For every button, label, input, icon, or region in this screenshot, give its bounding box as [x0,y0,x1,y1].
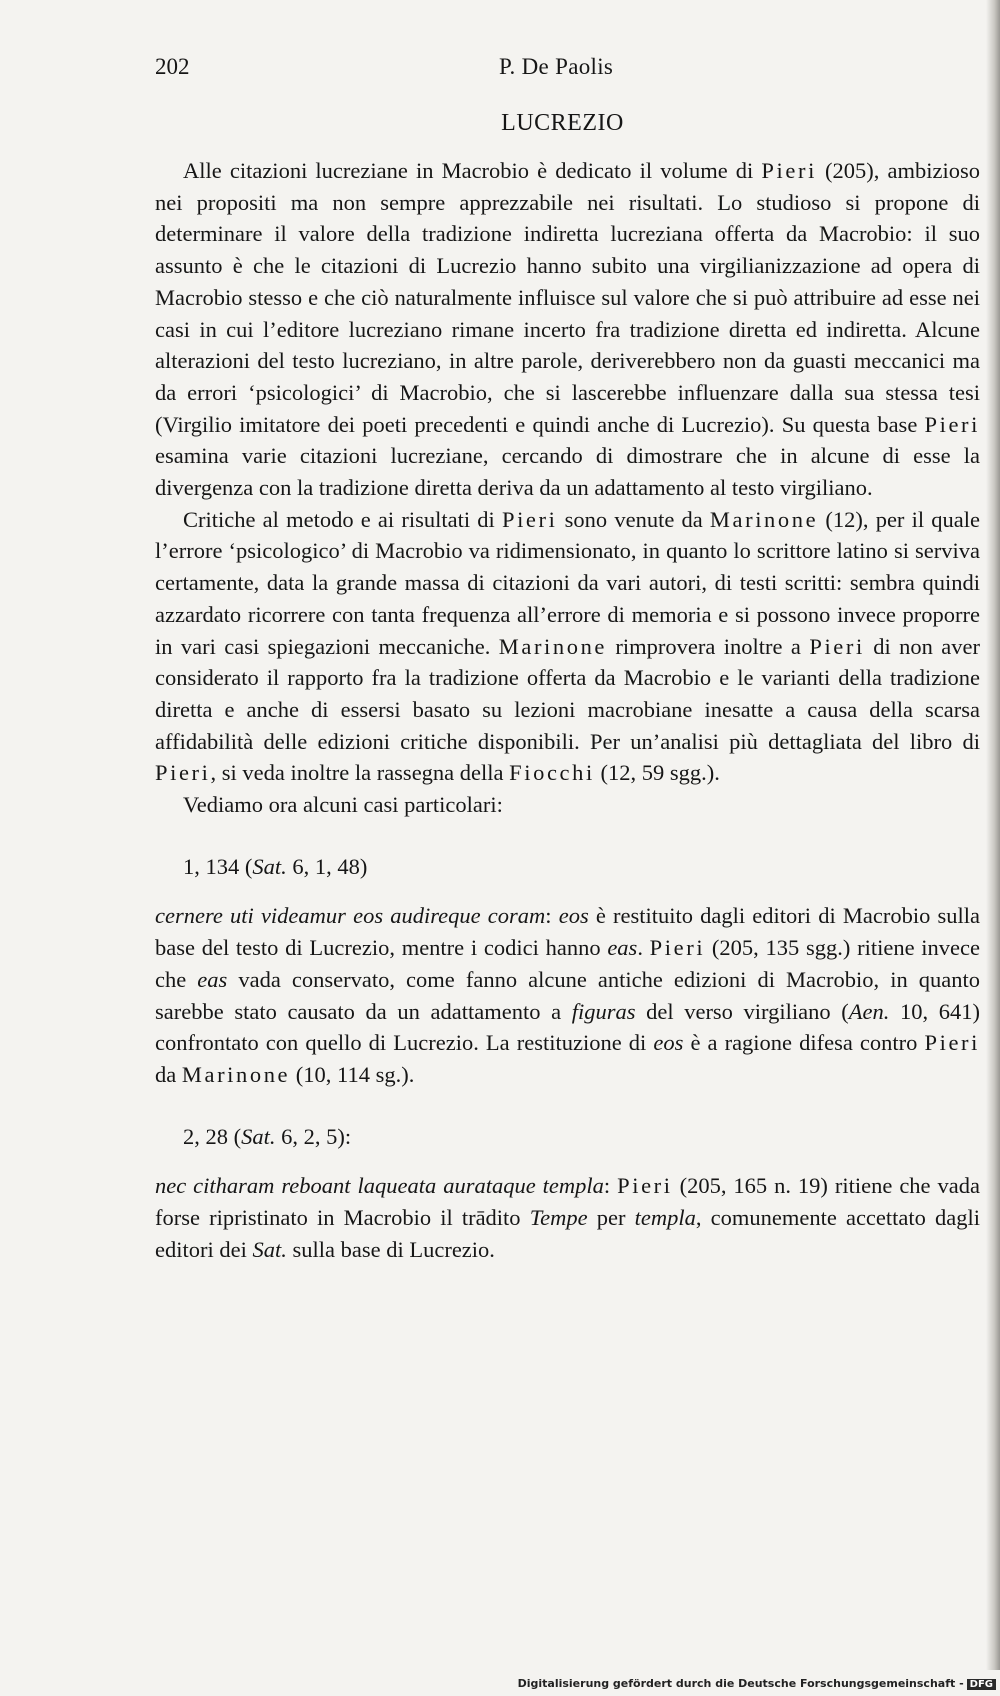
author-name-pieri: Pieri [809,633,865,659]
text-span: di non aver considerato il rapporto fra la tradizione offerta da Macrobio e le varianti della tradizione diretta e anche di essersi basato su lezioni macrobiane inesatte a causa della scarsa affidabilità delle edizioni critiche disponibili. Per un’analisi più dettagliata del libro di [155,633,981,754]
text-span: ( [672,1173,688,1199]
footer-text: Digitalisierung gefördert durch die Deutsche Forschungsgemeinschaft - [517,1677,964,1690]
latin-word: figuras [571,998,636,1024]
latin-word: templa [634,1205,696,1231]
reference-number: 205 [687,1173,721,1199]
reference-number: 10 [303,1061,326,1087]
text-span: ), ambizioso nei propositi ma non sempre apprezzabile nei risultati. Lo studioso si propone di determinare il valore della tradizione indiretta lucreziana offerta da Macrobio: il suo assunto è che le citazioni di Lucrezio hanno subito una virgilianizzazione ad opera di Macrobio stesso e che ciò naturalmente influisce sul valore che si può attribuire ad esse nei casi in cui l’editore lucreziano rimane incerto fra tradizione diretta ed indiretta. Alcune alterazioni del testo lucreziano, in altre parole, deriverebbero non da guasti meccanici ma da errori ‘psicologici’ di Macrobio, che si lascerebbe influenzare dalla sua stessa tesi (Virgilio imitatore dei poeti precedenti e quindi anche di Lucrezio). Su questa base [155,158,980,437]
text-span: , 135 sgg.) ritiene invece che [155,935,981,992]
work-abbrev-sat: Sat. [241,1123,276,1149]
citation-heading-1 [155,851,980,883]
author-name-marinone: Marinone [498,633,608,659]
text-span: : [545,903,559,929]
reference-number: 205 [719,935,754,961]
paragraph-critique [155,504,980,789]
latin-quote: nec citharam reboant laqueata aurataque templa [155,1173,604,1199]
text-span: , 114 sg.). [325,1061,415,1087]
text-span: vada conservato, come fanno alcune antiche edizioni di Macrobio, in quanto sarebbe stato causato da un adattamento a [155,966,980,1024]
text-span: , si veda inoltre la rassegna della [210,760,510,786]
text-span: , 165 n. 19) ritiene che vada forse ripristinato in Macrobio il trādito [155,1173,980,1231]
text-span: è a ragione difesa contro [683,1030,925,1056]
paragraph-case-2 [155,1170,980,1265]
text-span: è restituito dagli editori di Macrobio sulla base del testo di Lucrezio, mentre i codici hanno [155,903,980,961]
text-span: ( [290,1061,304,1087]
author-name-pieri: Pieri [649,935,706,961]
text-span: ( [594,760,608,786]
text-span: 1, 134 ( [183,853,253,879]
text-span: Critiche al metodo e ai risultati di [183,506,502,532]
text-span: esamina varie citazioni lucreziane, cercando di dimostrare che in alcune di esse la divergenza con la tradizione diretta deriva da un adattamento al testo virgiliano. [155,443,980,501]
text-span: per [587,1205,635,1231]
paragraph-transition: Vediamo ora alcuni casi particolari: [183,792,503,818]
author-name-marinone: Marinone [709,506,819,532]
latin-word: eas [197,966,228,992]
text-span: Alle citazioni lucreziane in Macrobio è dedicato il volume di [183,158,762,183]
latin-word: eas [607,935,638,961]
latin-word: eos [653,1030,684,1056]
section-title: LUCREZIO [501,110,624,136]
reference-number: 12 [607,760,631,786]
page-edge-shadow [986,0,1000,1670]
text-span: 2, 28 ( [183,1123,242,1149]
paragraph-intro [155,155,980,504]
text-span: . [637,935,650,961]
text-span: ( [816,158,833,183]
running-head [155,54,980,88]
text-span: da [155,1061,182,1087]
page-number: 202 [155,54,190,79]
latin-word: Tempe [529,1205,588,1231]
text-span: 10, 641) confrontato con quello di Lucrezio. La restituzione di [155,998,980,1056]
text-span: sulla base di Lucrezio. [286,1236,495,1262]
latin-quote: cernere uti videamur eos audireque coram [155,903,546,929]
text-span: ), per il quale l’errore ‘psicologico’ di Macrobio va ridimensionato, in quanto lo scrittore latino si serviva certamente, data la grande massa di citazioni da vari autori, di testi scritti: sembra quindi azzardato ricorrere con tanta frequenza all’errore di memoria e si possono invece proporre in vari casi spiegazioni meccaniche. [155,506,981,659]
author-name-fiocchi: Fiocchi [509,760,595,786]
text-span: , comunemente accettato dagli editori dei [155,1205,981,1262]
work-abbrev-aen: Aen. [848,998,890,1024]
work-abbrev-sat: Sat. [252,1236,287,1262]
citation-heading-2 [155,1121,980,1153]
text-span: ( [818,506,833,532]
text-span: rimprovera inoltre a [607,633,810,659]
text-span: ( [705,935,720,961]
author-name-pieri: Pieri [924,1030,980,1056]
reference-number: 205 [832,158,867,183]
author-name-pieri: Pieri [155,760,211,786]
text-span: , 59 sgg.). [630,760,720,786]
text-span: 6, 2, 5): [275,1123,352,1149]
body-text [155,155,980,1266]
digitization-footer [518,1677,996,1690]
author-running-head: P. De Paolis [499,54,614,79]
text-span: 6, 1, 48) [286,853,368,879]
latin-word: eos [558,903,589,929]
author-name-marinone: Marinone [181,1061,291,1087]
author-name-pieri: Pieri [617,1173,673,1199]
paragraph-case-1 [155,900,980,1090]
author-name-pieri: Pieri [501,506,558,532]
author-name-pieri: Pieri [761,158,817,183]
reference-number: 12 [832,506,856,532]
dfg-logo: DFG [967,1679,996,1690]
text-span: sono venute da [557,506,710,532]
author-name-pieri: Pieri [924,411,980,437]
text-span: del verso virgiliano ( [635,998,849,1024]
text-span: : [603,1173,618,1199]
work-abbrev-sat: Sat. [252,853,287,879]
